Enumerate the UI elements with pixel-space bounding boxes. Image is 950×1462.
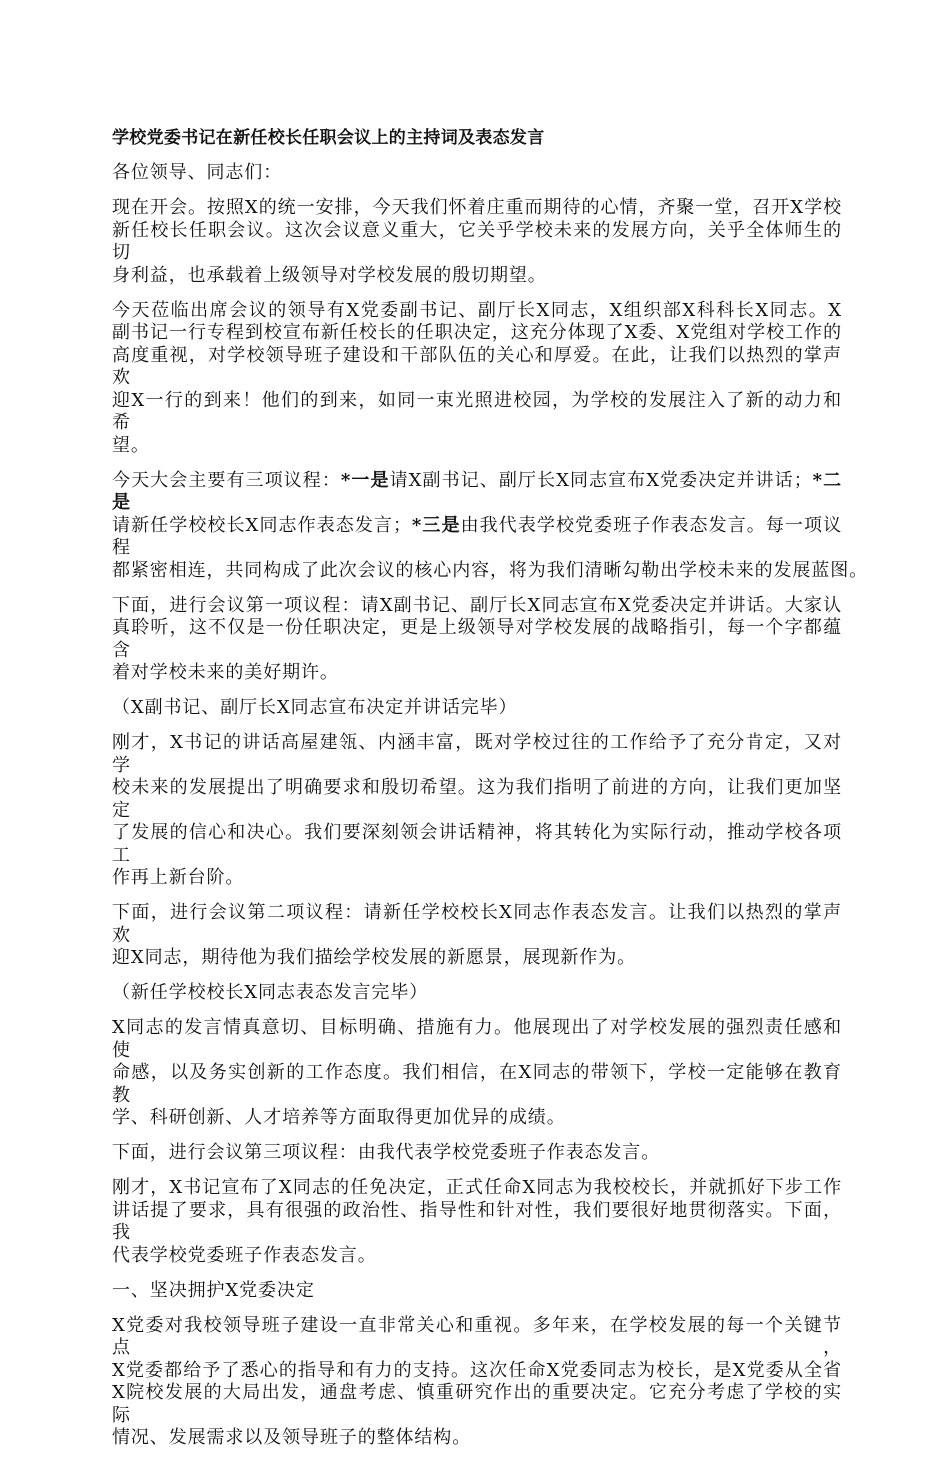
text-line	[112, 197, 842, 220]
bold-text: *二是	[112, 469, 842, 513]
paragraph	[112, 300, 842, 458]
text-line	[112, 1382, 842, 1427]
text-segment: 各位领导、同志们：	[112, 162, 283, 183]
text-segment: 作再上新台阶。	[112, 867, 245, 888]
text-segment: 刚才，X书记的讲话高屋建瓴、内涵丰富，既对学校过往的工作给予了充分肯定，又对学	[112, 732, 842, 776]
text-segment: 了发展的信心和决心。我们要深刻领会讲话精神，将其转化为实际行动，推动学校各项工	[112, 822, 842, 866]
text-segment: 新任校长任职会议。这次会议意义重大，它关乎学校未来的发展方向，关乎全体师生的切	[112, 219, 842, 263]
text-line	[112, 220, 842, 265]
text-line	[112, 982, 842, 1005]
text-line	[112, 617, 842, 662]
text-segment: 请新任学校校长X同志作表态发言；	[112, 514, 412, 536]
text-segment: 刚才，X书记宣布了X同志的任免决定，正式任命X同志为我校校长，并就抓好下步工作	[112, 1177, 842, 1198]
bold-text: *一是	[340, 469, 390, 491]
text-line	[112, 1280, 842, 1303]
text-line	[112, 1360, 842, 1383]
text-line	[112, 345, 842, 390]
text-segment: X党委都给予了悉心的指导和有力的支持。这次任命X党委同志为校长，是X党委从全省	[112, 1359, 842, 1381]
text-line	[112, 322, 842, 345]
text-line	[112, 595, 842, 618]
text-segment: （X副书记、副厅长X同志宣布决定并讲话完毕）	[112, 697, 518, 718]
text-segment: 着对学校未来的美好期许。	[112, 662, 339, 683]
paragraph	[112, 697, 842, 720]
text-line	[112, 1245, 842, 1268]
text-line	[112, 1200, 842, 1245]
text-segment: 真聆听，这不仅是一份任职决定，更是上级领导对学校发展的战略指引，每一个字都蕴含	[112, 617, 842, 661]
text-line	[112, 515, 842, 560]
text-line	[112, 732, 842, 777]
paragraph	[112, 197, 842, 287]
text-line	[112, 1177, 842, 1200]
text-line	[112, 1142, 842, 1165]
text-segment: 一、坚决拥护X党委决定	[112, 1279, 315, 1301]
text-line	[112, 300, 842, 323]
text-line	[112, 435, 842, 458]
text-segment: 高度重视，对学校领导班子建设和干部队伍的关心和厚爱。在此，让我们以热烈的掌声欢	[112, 344, 842, 388]
paragraph	[112, 732, 842, 890]
text-line	[112, 470, 842, 515]
text-segment: X院校发展的大局出发，通盘考虑、慎重研究作出的重要决定。它充分考虑了学校的实际	[112, 1382, 842, 1426]
text-line	[112, 1017, 842, 1062]
text-segment: 下面，进行会议第三项议程：由我代表学校党委班子作表态发言。	[112, 1142, 661, 1163]
text-line	[112, 1062, 842, 1107]
text-segment: 今天大会主要有三项议程：	[112, 469, 341, 491]
text-segment: 今天莅临出席会议的领导有X党委副书记、副厅长X同志，X组织部X科科长X同志。X	[112, 299, 842, 321]
text-segment: 校未来的发展提出了明确要求和殷切希望。这为我们指明了前进的方向，让我们更加坚定	[112, 777, 842, 821]
text-line	[112, 777, 842, 822]
text-segment: 身利益，也承载着上级领导对学校发展的殷切期望。	[112, 264, 547, 286]
text-line	[112, 265, 842, 288]
document-page	[112, 126, 868, 1462]
text-line	[112, 697, 842, 720]
text-segment: 情况、发展需求以及领导班子的整体结构。	[112, 1427, 472, 1448]
paragraph	[112, 1142, 842, 1165]
text-line	[112, 1315, 842, 1360]
bold-text: *三是	[411, 514, 461, 536]
paragraph	[112, 162, 842, 185]
text-segment: 现在开会。按照X的统一安排，今天我们怀着庄重而期待的心情，齐聚一堂，召开X学校	[112, 197, 842, 218]
text-line	[112, 902, 842, 947]
document-body	[112, 162, 868, 1450]
text-line	[112, 1107, 842, 1130]
text-segment: 请X副书记、副厅长X同志宣布X党委决定并讲话；	[389, 469, 813, 491]
text-segment: 代表学校党委班子作表态发言。	[112, 1244, 377, 1266]
text-line	[112, 947, 842, 970]
text-segment: 讲话提了要求，具有很强的政治性、指导性和针对性，我们要很好地贯彻落实。下面，我	[112, 1199, 842, 1243]
text-segment: （新任学校校长X同志表态发言完毕）	[112, 982, 429, 1003]
text-line	[112, 1427, 842, 1450]
paragraph	[112, 595, 842, 685]
text-segment: 望。	[112, 434, 150, 456]
paragraph	[112, 469, 868, 583]
text-segment: 迎X同志，期待他为我们描绘学校发展的新愿景，展现新作为。	[112, 947, 637, 968]
paragraph	[112, 1177, 842, 1267]
text-segment: 学、科研创新、人才培养等方面取得更加优异的成绩。	[112, 1107, 566, 1128]
text-segment: 命感，以及务实创新的工作态度。我们相信，在X同志的带领下，学校一定能够在教育教	[112, 1062, 842, 1106]
text-line	[112, 162, 842, 185]
text-line	[112, 559, 868, 583]
text-line	[112, 822, 842, 867]
text-segment: 都紧密相连，共同构成了此次会议的核心内容，将为我们清晰勾勒出学校未来的发展蓝图。	[112, 559, 868, 581]
document-title: 学校党委书记在新任校长任职会议上的主持词及表态发言	[112, 128, 545, 148]
paragraph	[112, 982, 842, 1005]
text-segment: 下面，进行会议第二项议程：请新任学校校长X同志作表态发言。让我们以热烈的掌声欢	[112, 902, 842, 946]
text-line	[112, 390, 842, 435]
paragraph	[112, 1017, 842, 1130]
text-segment: X党委对我校领导班子建设一直非常关心和重视。多年来，在学校发展的每一个关键节点，	[112, 1314, 842, 1358]
paragraph	[112, 902, 842, 970]
text-line	[112, 662, 842, 685]
text-segment: 副书记一行专程到校宣布新任校长的任职决定，这充分体现了X委、X党组对学校工作的	[112, 322, 842, 343]
text-segment: 迎X一行的到来！他们的到来，如同一束光照进校园，为学校的发展注入了新的动力和希	[112, 389, 842, 433]
text-segment: 由我代表学校党委班子作表态发言。每一项议程	[112, 514, 842, 558]
paragraph	[112, 1315, 842, 1450]
paragraph	[112, 1280, 842, 1303]
text-segment: X同志的发言情真意切、目标明确、措施有力。他展现出了对学校发展的强烈责任感和使	[112, 1017, 842, 1061]
text-segment: 下面，进行会议第一项议程：请X副书记、副厅长X同志宣布X党委决定并讲话。大家认	[112, 594, 842, 616]
text-line	[112, 867, 842, 890]
